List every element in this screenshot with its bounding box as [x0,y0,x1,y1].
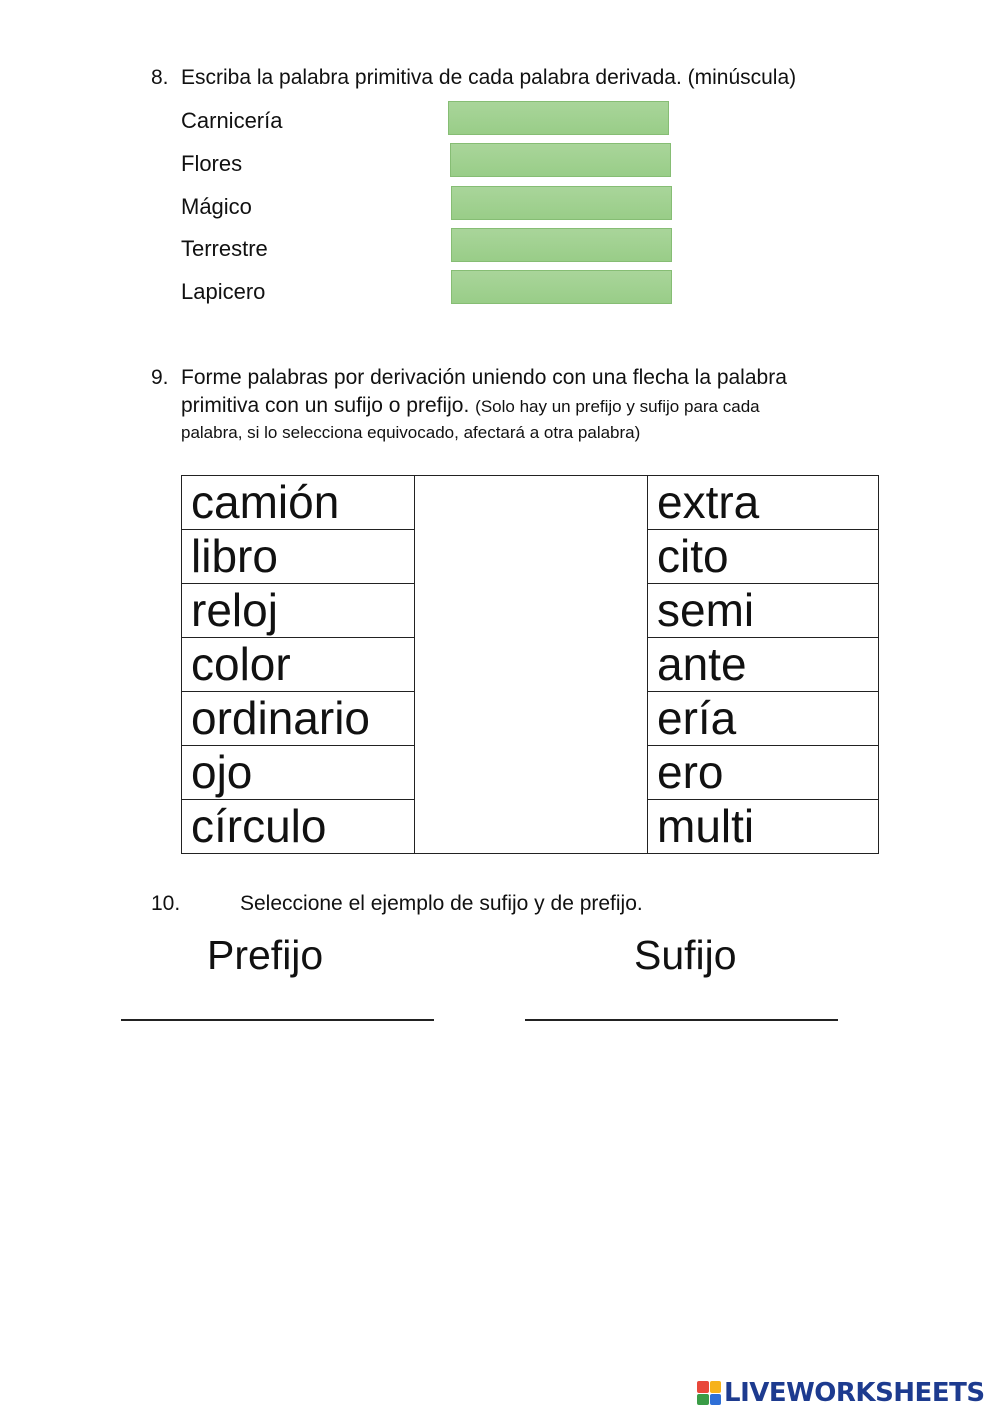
answer-input-lapicero[interactable] [451,270,672,304]
q8-word-terrestre: Terrestre [181,236,268,261]
answer-input-flores[interactable] [450,143,671,177]
arrow-drawing-area[interactable] [415,476,648,854]
q9-instruction-note-line3: palabra, si lo selecciona equivocado, afectará a otra palabra) [181,423,641,442]
prefix-heading: Prefijo [207,932,324,978]
right-affix-cell[interactable]: extra [648,476,879,530]
q10-number: 10. [151,892,181,915]
liveworksheets-logo-icon [697,1381,721,1405]
logo-square-red [697,1381,709,1393]
answer-input-magico[interactable] [451,186,672,220]
left-word-cell[interactable]: ordinario [182,692,415,746]
q10-instruction: Seleccione el ejemplo de sufijo y de prefijo. [240,892,643,915]
q8-word-magico: Mágico [181,194,252,219]
logo-brand-text: LIVEWORKSHEETS [724,1378,985,1408]
q8-word-carniceria: Carnicería [181,108,283,133]
q9-instruction-line2 [181,392,760,421]
q8-word-flores: Flores [181,151,243,176]
logo-square-green [697,1394,709,1406]
q8-instruction: Escriba la palabra primitiva de cada palabra derivada. (minúscula) [181,66,797,89]
left-word-cell[interactable]: libro [182,530,415,584]
answer-input-terrestre[interactable] [451,228,672,262]
right-affix-cell[interactable]: ería [648,692,879,746]
logo-square-blue [710,1394,722,1406]
q8-number: 8. [151,66,169,89]
table-row [182,476,879,530]
q9-number: 9. [151,366,169,389]
q9-instruction-note: (Solo hay un prefijo y sufijo para cada [475,397,760,416]
answer-input-carniceria[interactable] [448,101,669,135]
prefix-answer-line[interactable] [121,1019,434,1021]
right-affix-cell[interactable]: ante [648,638,879,692]
suffix-answer-line[interactable] [525,1019,838,1021]
left-word-cell[interactable]: camión [182,476,415,530]
left-word-cell[interactable]: reloj [182,584,415,638]
liveworksheets-logo [697,1378,985,1408]
left-word-cell[interactable]: círculo [182,800,415,854]
right-affix-cell[interactable]: semi [648,584,879,638]
q9-instruction-line1: Forme palabras por derivación uniendo con una flecha la palabra [181,366,787,389]
matching-table [181,475,879,854]
right-affix-cell[interactable]: multi [648,800,879,854]
right-affix-cell[interactable]: ero [648,746,879,800]
left-word-cell[interactable]: ojo [182,746,415,800]
q8-word-lapicero: Lapicero [181,279,266,304]
q9-instruction-main: primitiva con un sufijo o prefijo. [181,394,470,417]
suffix-heading: Sufijo [634,932,737,978]
logo-square-yellow [710,1381,722,1393]
right-affix-cell[interactable]: cito [648,530,879,584]
left-word-cell[interactable]: color [182,638,415,692]
